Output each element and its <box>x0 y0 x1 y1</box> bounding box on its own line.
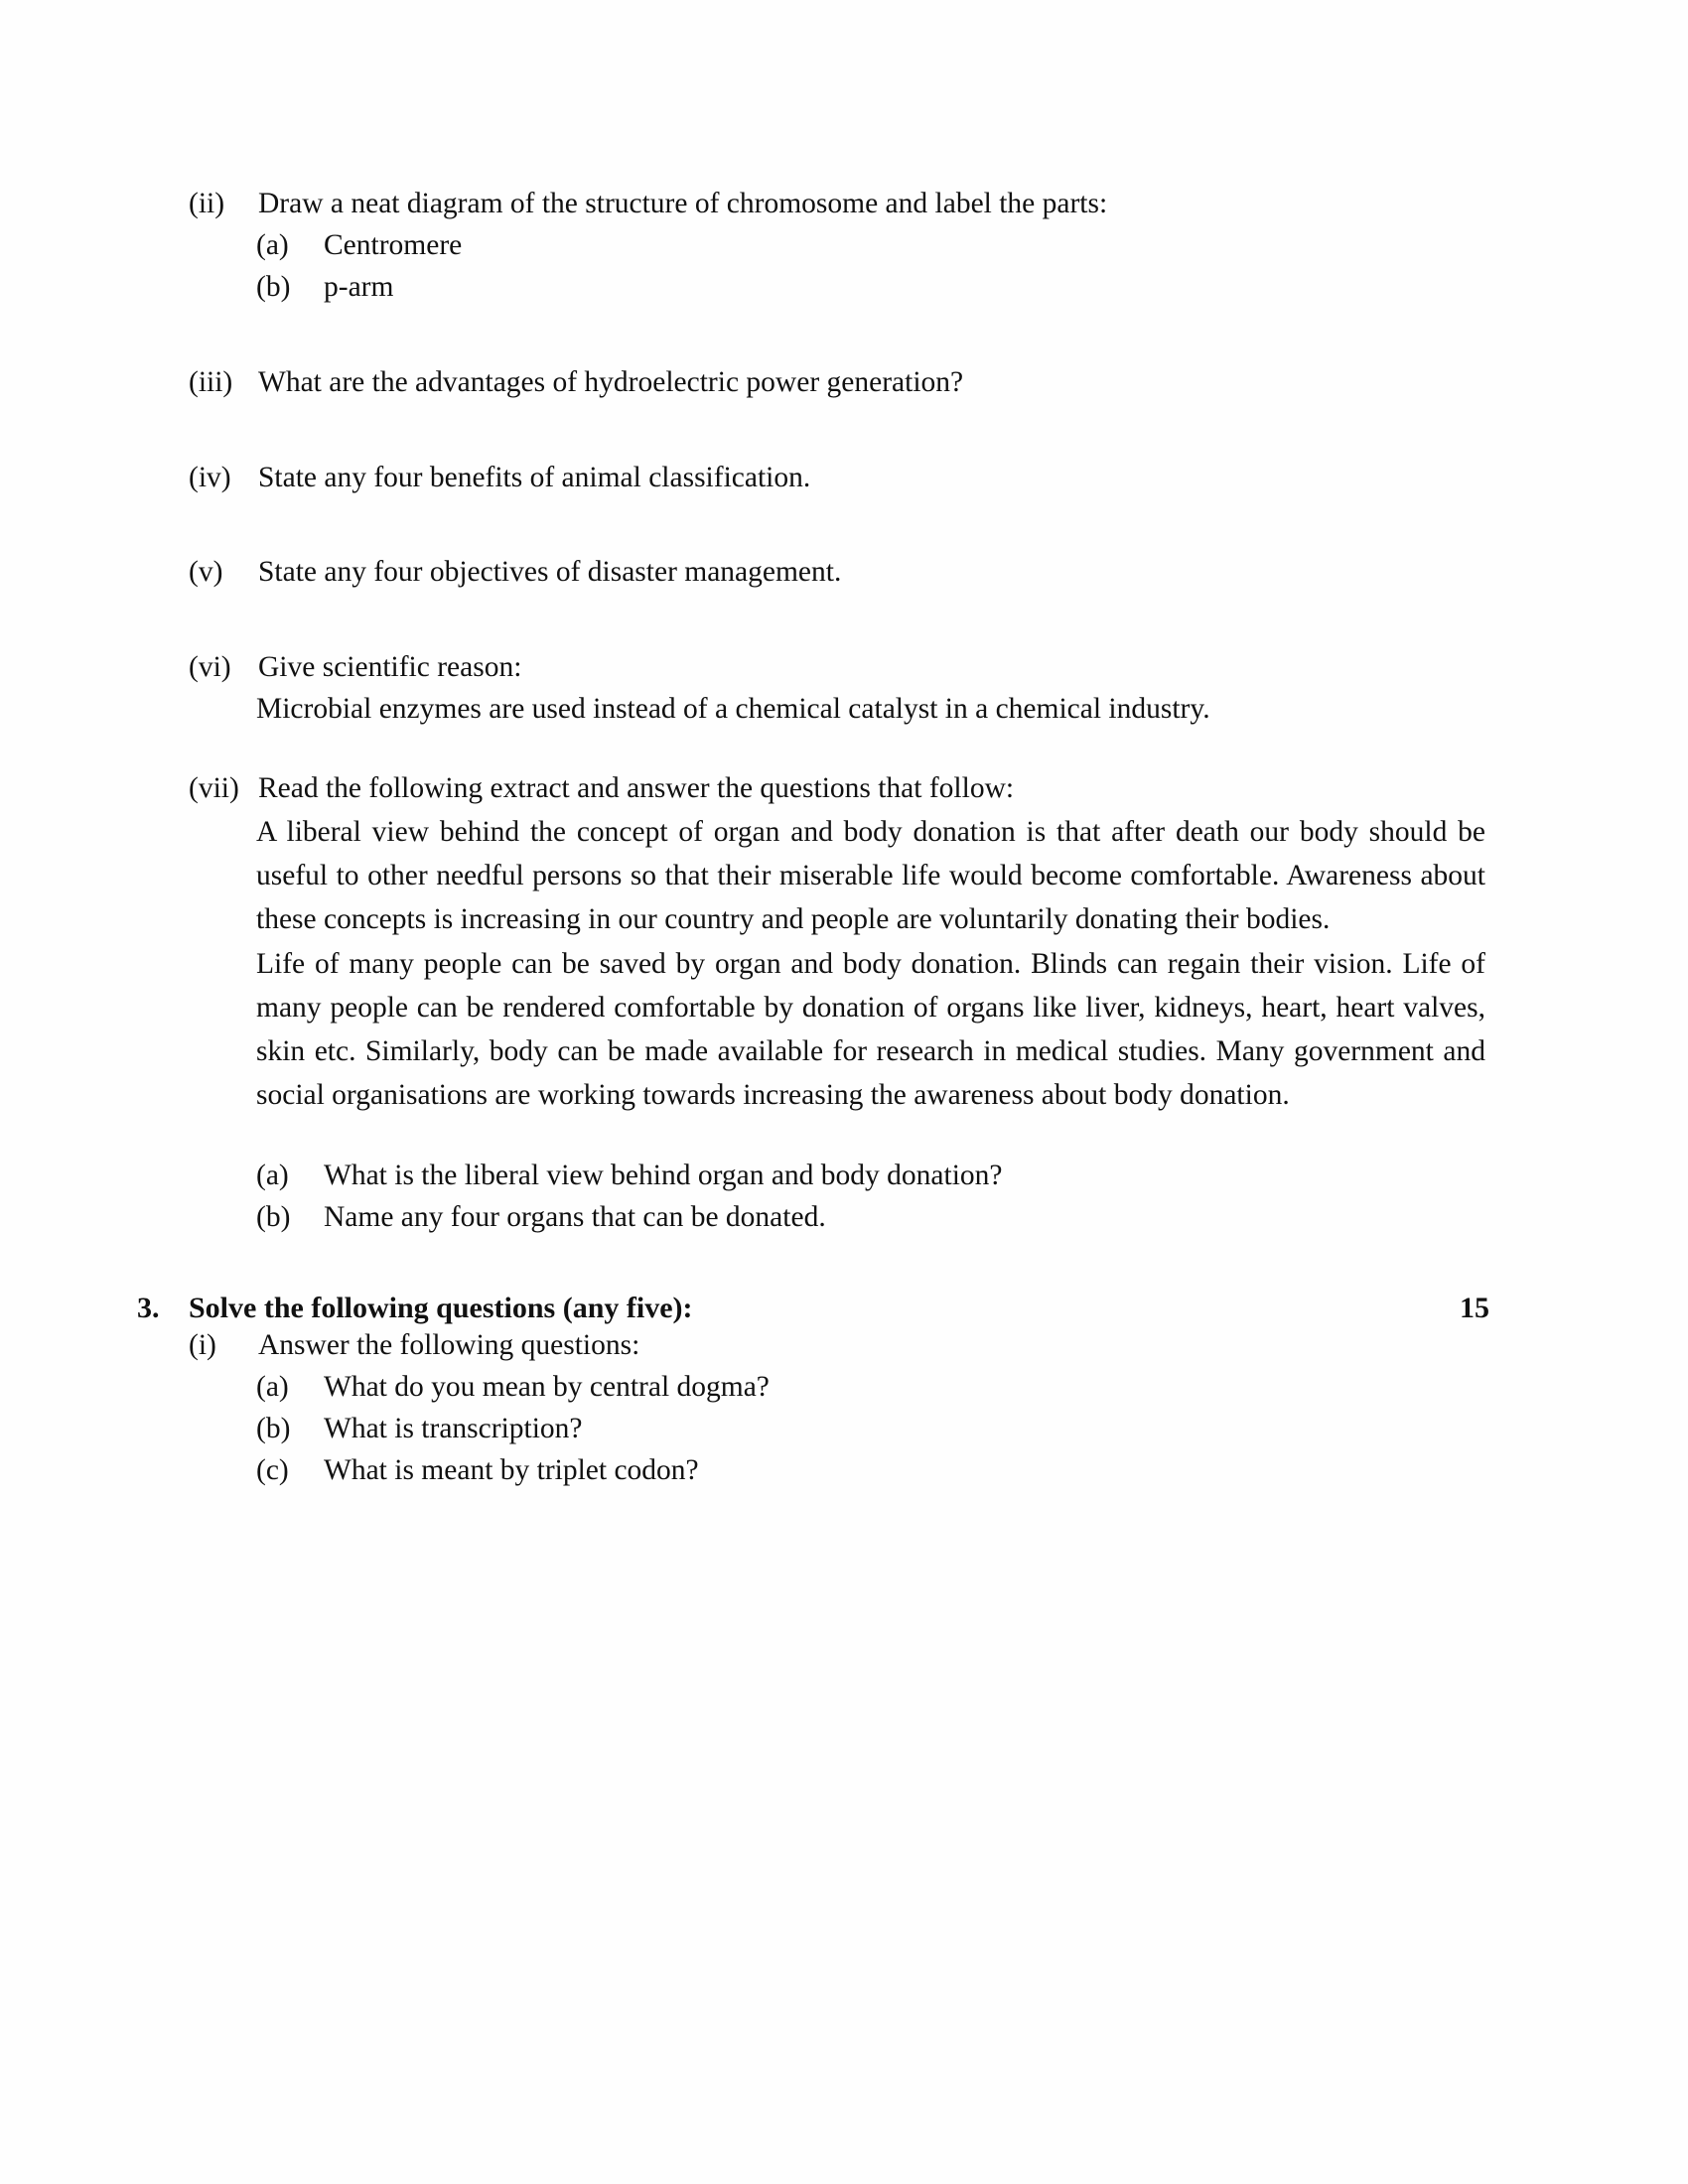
question-item-ii <box>189 184 1489 225</box>
section-title: Solve the following questions (any five): <box>189 1292 693 1325</box>
question-item-3-i-c <box>256 1450 1489 1492</box>
sub-text: What do you mean by central dogma? <box>324 1371 770 1404</box>
question-text: Answer the following questions: <box>258 1329 640 1362</box>
sub-text: Name any four organs that can be donated. <box>324 1200 826 1233</box>
question-marker: (vii) <box>189 772 239 804</box>
question-text: State any four benefits of animal classification. <box>258 461 811 493</box>
spacer <box>189 1238 1489 1292</box>
spacer <box>189 498 1489 552</box>
spacer <box>189 1118 1489 1156</box>
question-text: Draw a neat diagram of the structure of chromosome and label the parts: <box>258 188 1108 219</box>
question-item-ii-a <box>256 225 1489 267</box>
sub-text: Centromere <box>324 228 463 261</box>
question-item-3-i-a <box>256 1367 1489 1409</box>
sub-marker: (b) <box>256 270 291 303</box>
section-marks: 15 <box>1460 1292 1489 1325</box>
question-text: What are the advantages of hydroelectric power generation? <box>258 365 964 398</box>
sub-text: What is the liberal view behind organ and body donation? <box>324 1159 1003 1191</box>
scientific-reason-statement: Microbial enzymes are used instead of a chemical catalyst in a chemical industry. <box>256 693 1210 726</box>
question-marker: (vi) <box>189 651 231 684</box>
question-item-vii-b <box>256 1197 1489 1239</box>
reading-extract <box>256 810 1485 1118</box>
question-item-iv <box>189 458 1489 499</box>
sub-text: What is transcription? <box>324 1413 583 1445</box>
question-item-vii <box>189 768 1489 810</box>
question-item-vii-a <box>256 1156 1489 1197</box>
question-marker: (iii) <box>189 365 233 398</box>
question-text: Give scientific reason: <box>258 651 522 684</box>
question-text: State any four objectives of disaster management. <box>258 556 842 589</box>
sub-marker: (a) <box>256 1371 289 1404</box>
sub-marker: (a) <box>256 228 289 261</box>
question-marker: (i) <box>189 1329 216 1362</box>
question-item-iii <box>189 362 1489 404</box>
question-item-vi <box>189 647 1489 689</box>
question-item-3-i-b <box>256 1409 1489 1450</box>
question-item-3-i <box>189 1325 1489 1367</box>
question-marker: (iv) <box>189 461 231 493</box>
question-marker: (v) <box>189 556 223 589</box>
question-text: Read the following extract and answer the questions that follow: <box>258 772 1015 804</box>
sub-text: p-arm <box>324 270 394 303</box>
extract-paragraph-2: Life of many people can be saved by organ and body donation. Blinds can regain their vision. Life of many people can be rendered comfortable by donation of organs like liver, kidneys, heart, heart valves, skin etc. Similarly, body can be made available for research in medical studies. Many government and social organisations are working towards increasing the awareness about body donation. <box>256 947 1485 1112</box>
question-item-vi-body <box>256 689 1489 731</box>
document-content <box>137 184 1489 1492</box>
spacer <box>189 404 1489 458</box>
spacer <box>189 731 1489 768</box>
sub-marker: (b) <box>256 1413 291 1445</box>
sub-marker: (a) <box>256 1159 289 1191</box>
sub-marker: (c) <box>256 1454 289 1486</box>
sub-marker: (b) <box>256 1200 291 1233</box>
question-item-v <box>189 552 1489 594</box>
spacer <box>189 309 1489 362</box>
spacer <box>189 594 1489 647</box>
extract-paragraph-1: A liberal view behind the concept of organ and body donation is that after death our body should be useful to other needful persons so that their miserable life would become comfortable. Awareness about these concepts is increasing in our country and people are voluntarily donating their bodies. <box>256 815 1485 936</box>
question-marker: (ii) <box>189 188 225 219</box>
section-heading-3 <box>137 1292 1489 1325</box>
sub-text: What is meant by triplet codon? <box>324 1454 699 1486</box>
question-item-ii-b <box>256 267 1489 309</box>
section-number: 3. <box>137 1292 160 1325</box>
